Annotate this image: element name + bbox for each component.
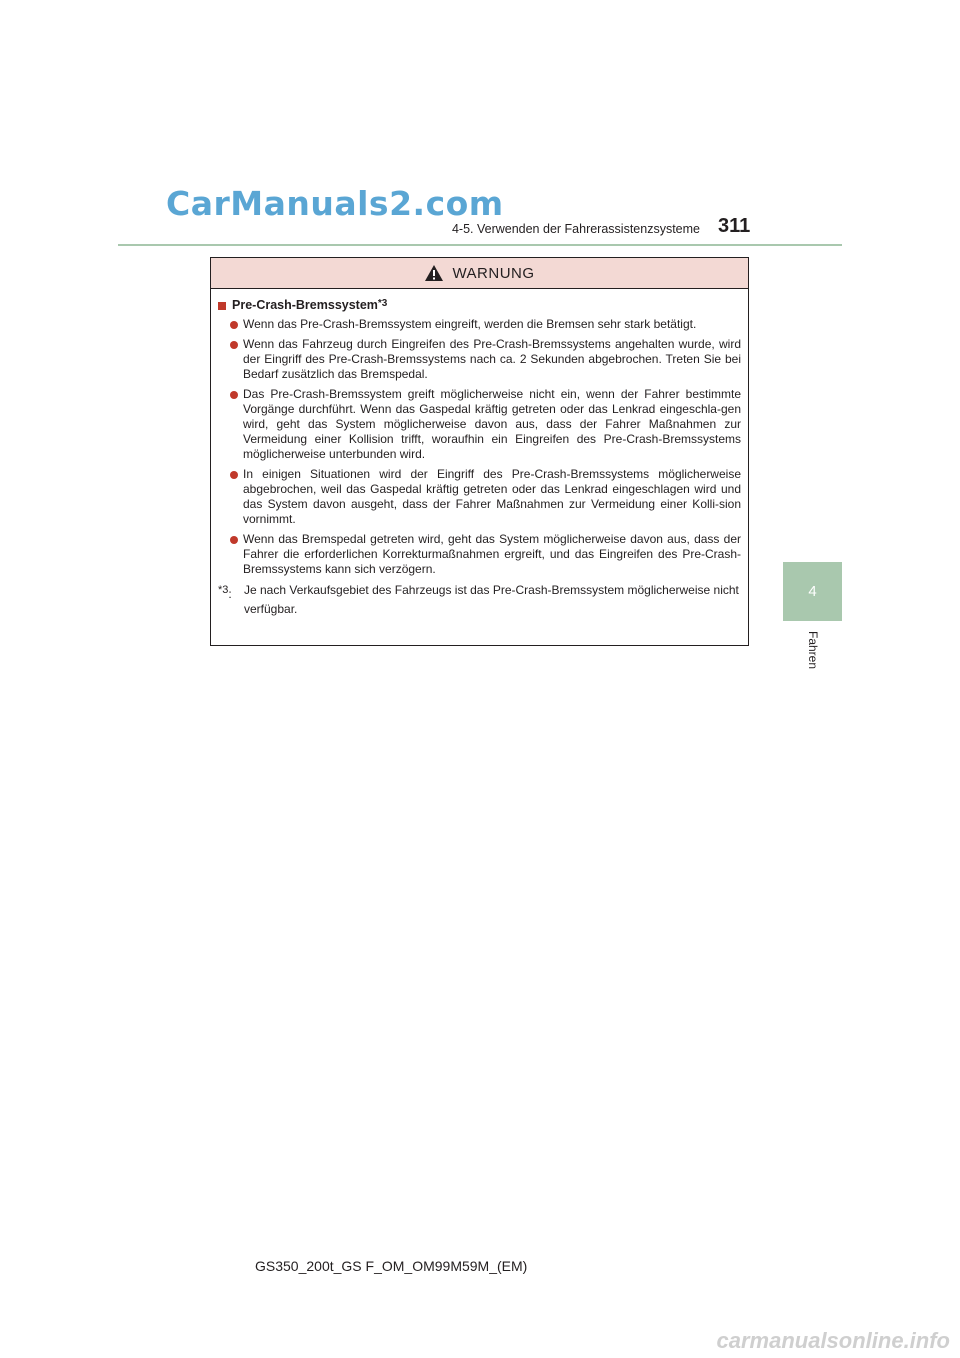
section-title: 4-5. Verwenden der Fahrerassistenzsysteme [451,222,700,236]
watermark-footer[interactable]: carmanualsonline.info [716,1328,950,1353]
footnote-text: Je nach Verkaufsgebiet des Fahrzeugs ist das Pre-Crash-Bremssystem möglicherweise nicht verfügbar. [244,583,739,616]
list-item [230,317,741,332]
warning-header [211,258,748,289]
document-code: GS350_200t_GS F_OM_OM99M59M_(EM) [255,1258,528,1274]
page-number: 311 [718,215,751,237]
chapter-label-text: Fahren [806,630,820,670]
list-item-text: Das Pre-Crash-Bremssystem greift möglicherweise nicht ein, wenn der Fahrer bestimmte Vorgänge durchführt. Wenn das Gaspedal kräftig getreten oder das Lenkrad eingeschla-gen wird, geht das System möglicherweise davon aus, dass der Fahrer Maßnahmen zur Vermeidung einer Kollision trifft, woraufhin ein Eingreifen des Pre-Crash-Bremssystems möglicherweise unterbunden wird. [243,387,741,461]
bullet-dot-icon [230,321,238,329]
bullet-dot-icon [230,341,238,349]
square-bullet-icon [218,302,226,310]
warning-box [210,257,749,646]
footnote-mark-symbol: *3 [218,584,229,596]
watermark-logo[interactable]: CarManuals2.com [166,184,504,223]
bullet-dot-icon [230,391,238,399]
list-item [230,337,741,382]
list-item-text: Wenn das Pre-Crash-Bremssystem eingreift, werden die Bremsen sehr stark betätigt. [243,317,697,331]
list-item [230,467,741,527]
warning-triangle-icon [424,264,444,282]
bullet-dot-icon [230,471,238,479]
subheading-footnote-mark: *3 [377,298,388,309]
header-divider [118,244,842,246]
list-item [230,387,741,462]
warning-title: WARNUNG [452,264,535,282]
footnote-mark-suffix: : [228,587,232,601]
chapter-label [778,628,848,672]
list-item [230,532,741,577]
bullet-dot-icon [230,536,238,544]
footnote-mark [218,581,244,604]
chapter-tab: 4 [783,562,842,621]
list-item-text: Wenn das Bremspedal getreten wird, geht das System möglicherweise davon aus, dass der Fahrer die erforderlichen Korrekturmaßnahmen ergreift, und das Eingreifen des Pre-Crash-Bremssystems kann sich verzögern. [243,532,741,576]
warning-subheading [218,298,741,312]
footnote [218,581,741,619]
subheading-text: Pre-Crash-Bremssystem [232,298,378,312]
list-item-text: Wenn das Fahrzeug durch Eingreifen des Pre-Crash-Bremssystems angehalten wurde, wird der Eingriff des Pre-Crash-Bremssystems nach ca. 2 Sekunden abgebrochen. Treten Sie bei Bedarf zusätzlich das Bremspedal. [243,337,741,381]
list-item-text: In einigen Situationen wird der Eingriff des Pre-Crash-Bremssystems möglicherweise abgebrochen, weil das Gaspedal kräftig getreten oder das Lenkrad eingeschlagen wird und das System davon ausgeht, dass der Fahrer Maßnahmen zur Vermeidung einer Kolli-sion vornimmt. [243,467,741,526]
warning-body [211,289,748,619]
